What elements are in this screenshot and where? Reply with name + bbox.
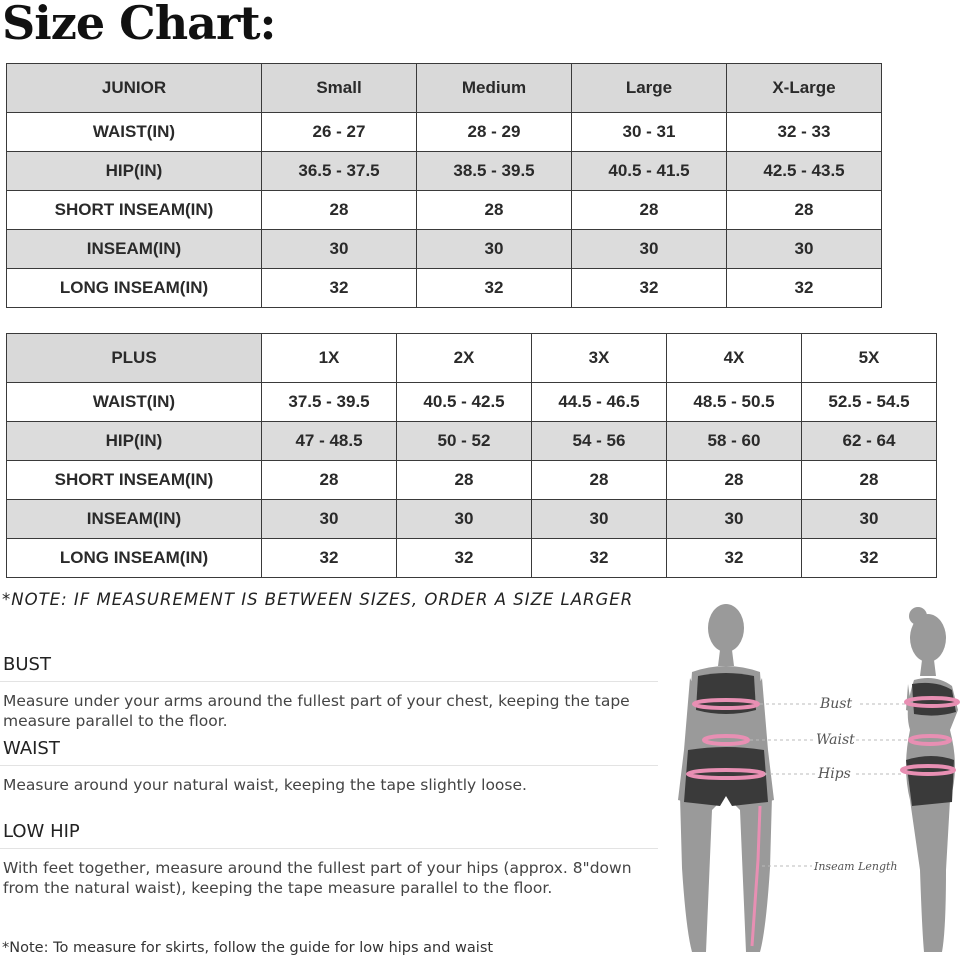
- bust-heading: BUST: [3, 654, 51, 675]
- table-cell: 54 - 56: [532, 422, 667, 461]
- junior-row-short-inseam: [7, 191, 882, 230]
- junior-header-cell: JUNIOR: [7, 64, 262, 113]
- table-cell: 62 - 64: [802, 422, 937, 461]
- waist-instructions: Measure around your natural waist, keeping the tape slightly loose.: [3, 776, 527, 794]
- table-cell: WAIST(IN): [7, 383, 262, 422]
- page-title: Size Chart:: [2, 0, 276, 50]
- table-cell: 40.5 - 41.5: [572, 152, 727, 191]
- table-cell: 28 - 29: [417, 113, 572, 152]
- waist-label: Waist: [816, 732, 855, 748]
- table-cell: SHORT INSEAM(IN): [7, 191, 262, 230]
- table-cell: 32: [397, 539, 532, 578]
- plus-header-cell: 1X: [262, 334, 397, 383]
- junior-size-table: [6, 63, 882, 308]
- table-cell: 28: [802, 461, 937, 500]
- table-cell: HIP(IN): [7, 152, 262, 191]
- skirt-note: *Note: To measure for skirts, follow the guide for low hips and waist: [2, 940, 494, 956]
- table-cell: 32: [262, 539, 397, 578]
- table-cell: SHORT INSEAM(IN): [7, 461, 262, 500]
- table-cell: 32: [532, 539, 667, 578]
- plus-header-cell: 3X: [532, 334, 667, 383]
- plus-row-long-inseam: [7, 539, 937, 578]
- table-cell: 26 - 27: [262, 113, 417, 152]
- table-cell: 52.5 - 54.5: [802, 383, 937, 422]
- bust-label: Bust: [820, 696, 853, 712]
- table-cell: 30: [532, 500, 667, 539]
- table-cell: LONG INSEAM(IN): [7, 269, 262, 308]
- table-cell: 42.5 - 43.5: [727, 152, 882, 191]
- plus-row-hip: [7, 422, 937, 461]
- table-cell: 32: [727, 269, 882, 308]
- hips-label: Hips: [818, 766, 851, 782]
- table-cell: 58 - 60: [667, 422, 802, 461]
- table-cell: 30: [802, 500, 937, 539]
- table-cell: 28: [417, 191, 572, 230]
- table-cell: 50 - 52: [397, 422, 532, 461]
- table-cell: 40.5 - 42.5: [397, 383, 532, 422]
- inseam-label: Inseam Length: [814, 860, 898, 873]
- side-body-figure: [902, 607, 958, 952]
- junior-row-inseam: [7, 230, 882, 269]
- table-cell: WAIST(IN): [7, 113, 262, 152]
- junior-row-hip: [7, 152, 882, 191]
- waist-heading: WAIST: [3, 738, 60, 759]
- plus-header-row: [7, 334, 937, 383]
- table-cell: 32: [262, 269, 417, 308]
- table-cell: 47 - 48.5: [262, 422, 397, 461]
- junior-header-cell: Large: [572, 64, 727, 113]
- side-shorts-garment: [906, 756, 954, 806]
- table-cell: 30: [417, 230, 572, 269]
- divider: [0, 681, 658, 682]
- table-cell: 38.5 - 39.5: [417, 152, 572, 191]
- table-cell: 28: [667, 461, 802, 500]
- low-hip-heading: LOW HIP: [3, 821, 80, 842]
- table-cell: 30 - 31: [572, 113, 727, 152]
- table-cell: 44.5 - 46.5: [532, 383, 667, 422]
- plus-row-short-inseam: [7, 461, 937, 500]
- low-hip-instructions: With feet together, measure around the fullest part of your hips (approx. 8"down from the natural waist), keeping the tape measure parallel to the floor.: [3, 859, 632, 897]
- table-cell: 48.5 - 50.5: [667, 383, 802, 422]
- table-cell: 28: [397, 461, 532, 500]
- junior-header-cell: X-Large: [727, 64, 882, 113]
- junior-row-long-inseam: [7, 269, 882, 308]
- table-cell: 28: [532, 461, 667, 500]
- table-cell: 30: [262, 230, 417, 269]
- table-cell: 28: [262, 461, 397, 500]
- table-cell: 37.5 - 39.5: [262, 383, 397, 422]
- table-cell: 30: [572, 230, 727, 269]
- plus-row-waist: [7, 383, 937, 422]
- bust-instructions: Measure under your arms around the fullest part of your chest, keeping the tape measure parallel to the floor.: [3, 692, 630, 730]
- table-cell: 32: [417, 269, 572, 308]
- table-cell: 30: [397, 500, 532, 539]
- table-cell: 30: [262, 500, 397, 539]
- table-cell: INSEAM(IN): [7, 500, 262, 539]
- table-cell: 28: [262, 191, 417, 230]
- table-cell: 32 - 33: [727, 113, 882, 152]
- measurement-figures: [660, 600, 960, 958]
- plus-header-cell: PLUS: [7, 334, 262, 383]
- table-cell: 30: [667, 500, 802, 539]
- plus-header-cell: 4X: [667, 334, 802, 383]
- sizing-note: *NOTE: IF MEASUREMENT IS BETWEEN SIZES, ORDER A SIZE LARGER: [2, 590, 634, 609]
- plus-header-cell: 2X: [397, 334, 532, 383]
- table-cell: 32: [802, 539, 937, 578]
- plus-header-cell: 5X: [802, 334, 937, 383]
- front-body-figure: [678, 604, 774, 952]
- junior-header-cell: Medium: [417, 64, 572, 113]
- plus-size-table: [6, 333, 937, 578]
- table-cell: HIP(IN): [7, 422, 262, 461]
- table-cell: 32: [667, 539, 802, 578]
- table-cell: 28: [727, 191, 882, 230]
- table-cell: 28: [572, 191, 727, 230]
- plus-row-inseam: [7, 500, 937, 539]
- junior-header-row: [7, 64, 882, 113]
- table-cell: INSEAM(IN): [7, 230, 262, 269]
- table-cell: LONG INSEAM(IN): [7, 539, 262, 578]
- junior-row-waist: [7, 113, 882, 152]
- junior-header-cell: Small: [262, 64, 417, 113]
- table-cell: 32: [572, 269, 727, 308]
- table-cell: 36.5 - 37.5: [262, 152, 417, 191]
- table-cell: 30: [727, 230, 882, 269]
- divider: [0, 848, 658, 849]
- divider: [0, 765, 658, 766]
